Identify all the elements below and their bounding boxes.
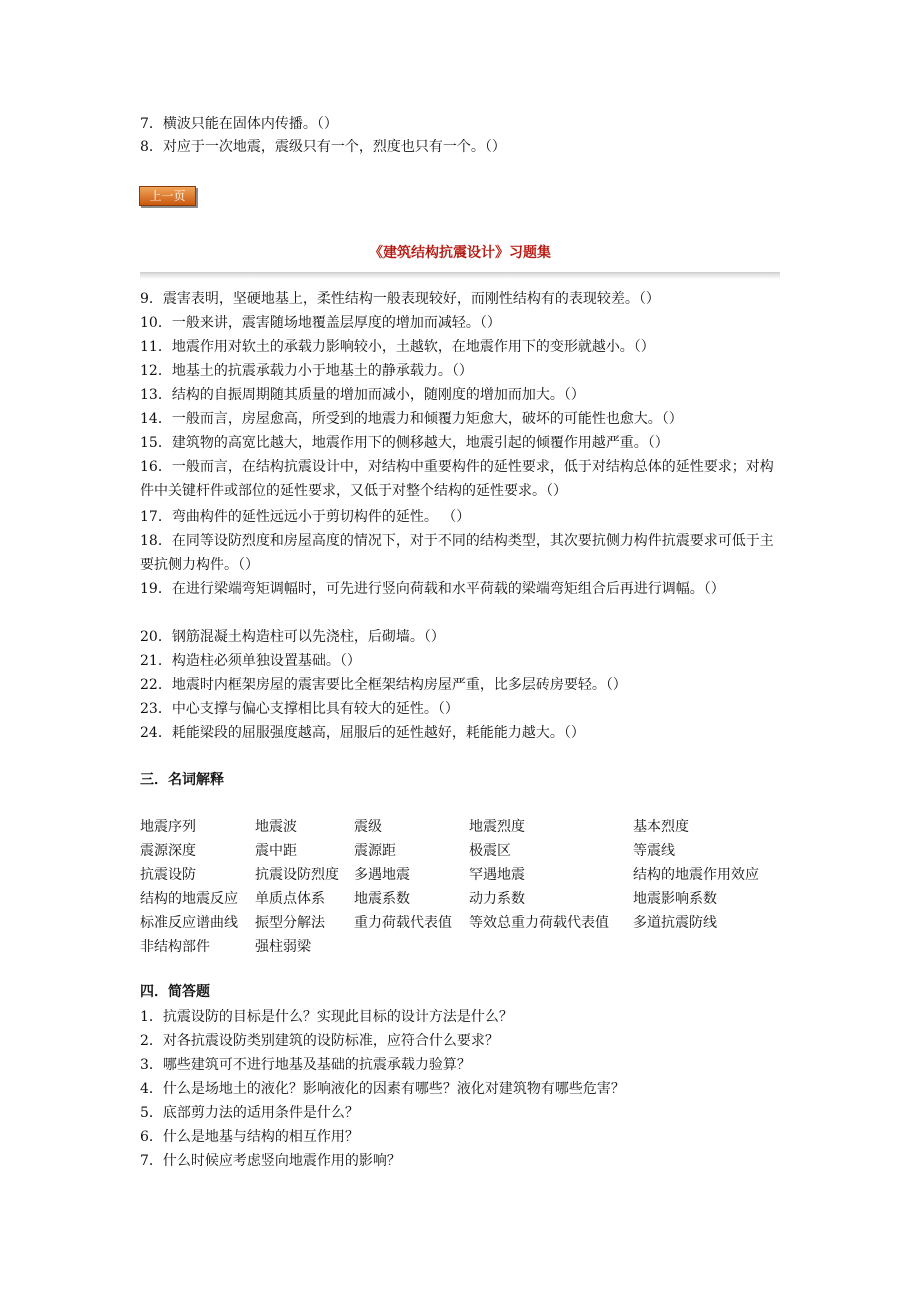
true-false-item: 13．结构的自振周期随其质量的增加而减小，随刚度的增加而加大。（） [140, 387, 585, 403]
true-false-item: 20．钢筋混凝土构造柱可以先浇柱，后砌墙。（） [140, 629, 445, 645]
term: 动力系数 [469, 891, 525, 907]
true-false-item: 9．震害表明，坚硬地基上，柔性结构一般表现较好，而刚性结构有的表现较差。（） [140, 291, 660, 307]
term: 地震系数 [354, 891, 410, 907]
previous-page-button[interactable]: 上一页 [139, 186, 196, 206]
true-false-item: 24．耗能梁段的屈服强度越高，屈服后的延性越好，耗能能力越大。（） [140, 725, 585, 741]
question-item: 5．底部剪力法的适用条件是什么？ [140, 1105, 359, 1121]
term: 标准反应谱曲线 [140, 915, 238, 931]
term: 单质点体系 [255, 891, 325, 907]
true-false-item: 14．一般而言，房屋愈高，所受到的地震力和倾覆力矩愈大，破坏的可能性也愈大。（） [140, 411, 683, 427]
term: 震源距 [354, 843, 396, 859]
term: 振型分解法 [255, 915, 325, 931]
term: 多遇地震 [354, 867, 410, 883]
term: 震源深度 [140, 843, 196, 859]
term: 震级 [354, 819, 382, 835]
true-false-item: 23．中心支撑与偏心支撑相比具有较大的延性。（） [140, 701, 459, 717]
term: 地震烈度 [469, 819, 525, 835]
section-heading-terms: 三．名词解释 [140, 772, 224, 788]
true-false-item: 18．在同等设防烈度和房屋高度的情况下，对于不同的结构类型，其次要抗侧力构件抗震要求可低于主要抗侧力构件。（） [140, 533, 774, 573]
true-false-item: 19．在进行梁端弯矩调幅时，可先进行竖向荷载和水平荷载的梁端弯矩组合后再进行调幅。（） [140, 581, 725, 597]
question-item: 4．什么是场地土的液化？影响液化的因素有哪些？液化对建筑物有哪些危害？ [140, 1081, 625, 1097]
true-false-item: 15．建筑物的高宽比越大，地震作用下的侧移越大，地震引起的倾覆作用越严重。（） [140, 435, 669, 451]
term: 极震区 [469, 843, 511, 859]
term: 基本烈度 [633, 819, 689, 835]
true-false-item: 12．地基土的抗震承载力小于地基土的静承载力。（） [140, 363, 473, 379]
document-title: 《建筑结构抗震设计》习题集 [369, 245, 551, 261]
term: 罕遇地震 [469, 867, 525, 883]
true-false-item: 7．横波只能在固体内传播。（） [140, 116, 338, 132]
term: 地震序列 [140, 819, 196, 835]
term: 地震波 [255, 819, 297, 835]
term: 强柱弱梁 [255, 939, 311, 955]
true-false-item: 10．一般来讲，震害随场地覆盖层厚度的增加而减轻。（） [140, 315, 501, 331]
term: 地震影响系数 [633, 891, 717, 907]
term: 结构的地震作用效应 [633, 867, 759, 883]
true-false-item: 11．地震作用对软土的承载力影响较小，土越软，在地震作用下的变形就越小。（） [140, 339, 655, 355]
term: 震中距 [255, 843, 297, 859]
question-item: 2．对各抗震设防类别建筑的设防标准，应符合什么要求？ [140, 1033, 499, 1049]
true-false-item: 17．弯曲构件的延性远远小于剪切构件的延性。 （） [140, 509, 471, 525]
true-false-item: 21．构造柱必须单独设置基础。（） [140, 653, 361, 669]
term: 非结构部件 [140, 939, 210, 955]
term: 多道抗震防线 [633, 915, 717, 931]
true-false-item: 22．地震时内框架房屋的震害要比全框架结构房屋严重，比多层砖房要轻。（） [140, 677, 627, 693]
title-divider [140, 272, 780, 279]
true-false-item: 8．对应于一次地震，震级只有一个，烈度也只有一个。（） [140, 139, 506, 155]
term: 抗震设防烈度 [255, 867, 339, 883]
term: 等效总重力荷载代表值 [469, 915, 609, 931]
question-item: 6．什么是地基与结构的相互作用？ [140, 1129, 359, 1145]
term: 重力荷载代表值 [354, 915, 452, 931]
term: 等震线 [633, 843, 675, 859]
section-heading-short-answer: 四．简答题 [140, 984, 210, 1000]
term: 结构的地震反应 [140, 891, 238, 907]
question-item: 7．什么时候应考虑竖向地震作用的影响？ [140, 1153, 401, 1169]
term: 抗震设防 [140, 867, 196, 883]
question-item: 3．哪些建筑可不进行地基及基础的抗震承载力验算？ [140, 1057, 471, 1073]
question-item: 1．抗震设防的目标是什么？实现此目标的设计方法是什么？ [140, 1009, 513, 1025]
true-false-item: 16．一般而言，在结构抗震设计中，对结构中重要构件的延性要求，低于对结构总体的延性要求；对构件中关键杆件或部位的延性要求，又低于对整个结构的延性要求。（） [140, 459, 774, 499]
